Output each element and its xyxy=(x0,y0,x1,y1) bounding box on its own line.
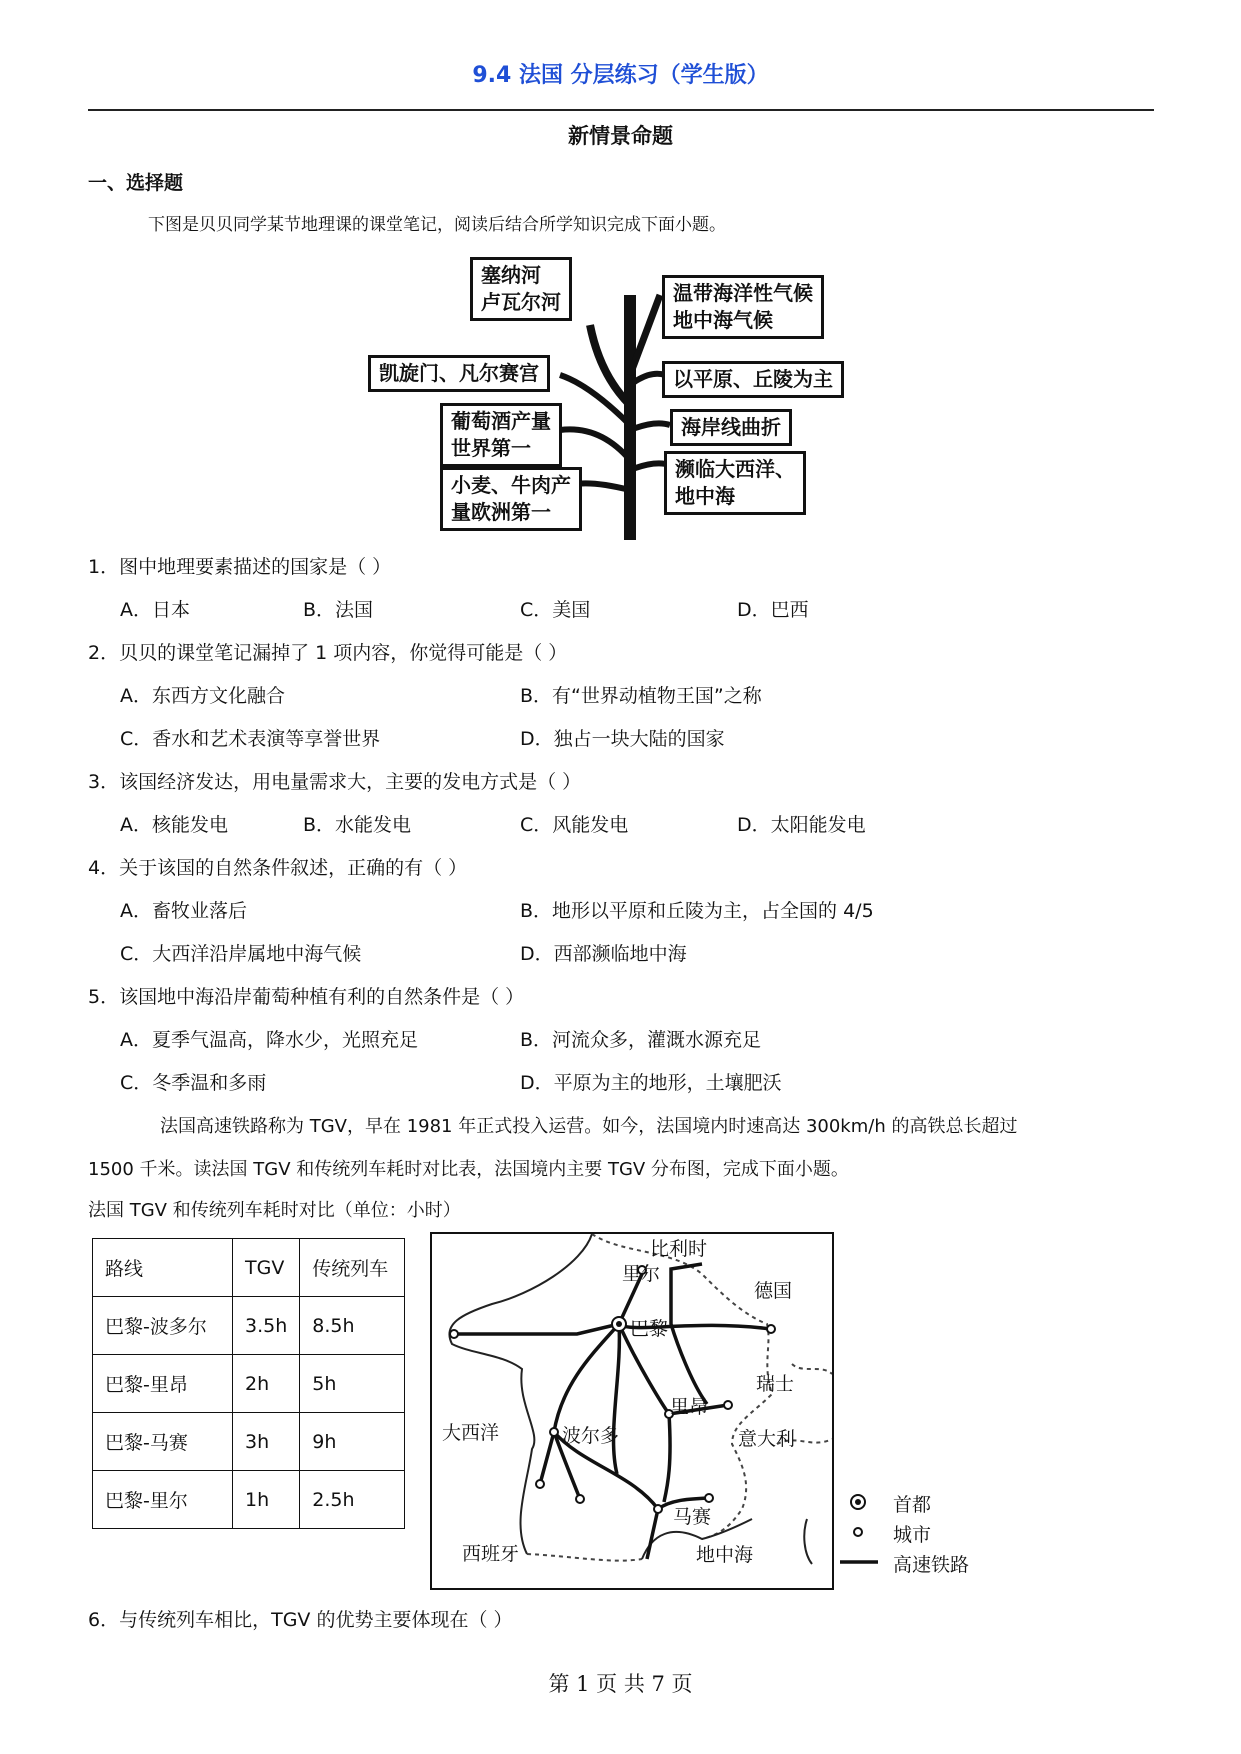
note-landmarks: 凯旋门、凡尔赛宫 xyxy=(368,355,550,392)
note-rivers: 塞纳河 卢瓦尔河 xyxy=(470,257,572,321)
map-label-lyon: 里昂 xyxy=(670,1396,709,1418)
tgv-map xyxy=(430,1232,834,1590)
title-divider xyxy=(88,109,1154,111)
q2-option-d[interactable]: D．独占一块大陆的国家 xyxy=(520,728,725,750)
table-header: 传统列车 xyxy=(300,1239,405,1297)
table-row xyxy=(93,1355,405,1413)
legend-symbols xyxy=(838,1488,878,1584)
table-cell: 3h xyxy=(233,1413,300,1471)
q4-option-d[interactable]: D．西部濒临地中海 xyxy=(520,943,687,965)
table-cell: 2.5h xyxy=(300,1471,405,1529)
map-label-atlantic: 大西洋 xyxy=(442,1422,500,1444)
q4-option-b[interactable]: B．地形以平原和丘陵为主，占全国的 4/5 xyxy=(520,900,874,922)
table-header: TGV xyxy=(233,1239,300,1297)
table-row xyxy=(93,1297,405,1355)
map-label-mediterranean: 地中海 xyxy=(696,1544,754,1566)
q3-option-d[interactable]: D．太阳能发电 xyxy=(737,814,866,836)
table-cell: 9h xyxy=(300,1413,405,1471)
table-header: 路线 xyxy=(93,1239,233,1297)
map-label-spain: 西班牙 xyxy=(462,1543,520,1565)
map-label-italy: 意大利 xyxy=(738,1428,796,1450)
subtitle: 新情景命题 xyxy=(568,124,673,148)
map-legend xyxy=(838,1488,978,1588)
q1-option-c[interactable]: C．美国 xyxy=(520,599,591,621)
tgv-time-table xyxy=(92,1238,405,1529)
map-label-switzerland: 瑞士 xyxy=(756,1373,795,1395)
map-label-marseille: 马赛 xyxy=(673,1506,712,1528)
table-cell: 巴黎-里昂 xyxy=(93,1355,233,1413)
note-tree xyxy=(360,255,890,540)
question-3-stem: 3．该国经济发达，用电量需求大，主要的发电方式是（ ） xyxy=(88,771,582,793)
table-cell: 巴黎-波多尔 xyxy=(93,1297,233,1355)
table-cell: 1h xyxy=(233,1471,300,1529)
q2-option-c[interactable]: C．香水和艺术表演等享誉世界 xyxy=(120,728,381,750)
table-cell: 3.5h xyxy=(233,1297,300,1355)
q1-option-b[interactable]: B．法国 xyxy=(303,599,374,621)
q3-option-a[interactable]: A．核能发电 xyxy=(120,814,228,836)
table-header-row xyxy=(93,1239,405,1297)
q1-option-d[interactable]: D．巴西 xyxy=(737,599,809,621)
q2-option-b[interactable]: B．有“世界动植物王国”之称 xyxy=(520,685,762,707)
note-wheat-beef: 小麦、牛肉产 量欧洲第一 xyxy=(440,467,582,531)
table-cell: 5h xyxy=(300,1355,405,1413)
table-cell: 巴黎-马赛 xyxy=(93,1413,233,1471)
q4-option-c[interactable]: C．大西洋沿岸属地中海气候 xyxy=(120,943,362,965)
q3-option-c[interactable]: C．风能发电 xyxy=(520,814,629,836)
note-coastline: 海岸线曲折 xyxy=(670,409,792,446)
table-cell: 8.5h xyxy=(300,1297,405,1355)
intro-text: 下图是贝贝同学某节地理课的课堂笔记，阅读后结合所学知识完成下面小题。 xyxy=(148,215,726,235)
q5-option-b[interactable]: B．河流众多，灌溉水源充足 xyxy=(520,1029,762,1051)
q5-option-a[interactable]: A．夏季气温高，降水少，光照充足 xyxy=(120,1029,418,1051)
q3-option-b[interactable]: B．水能发电 xyxy=(303,814,412,836)
question-6-stem: 6．与传统列车相比，TGV 的优势主要体现在（ ） xyxy=(88,1609,513,1631)
legend-railway: 高速铁路 xyxy=(893,1554,970,1576)
map-label-bordeaux: 波尔多 xyxy=(562,1425,620,1447)
table-caption: 法国 TGV 和传统列车耗时对比（单位：小时） xyxy=(88,1200,461,1221)
map-label-germany: 德国 xyxy=(754,1280,793,1302)
map-label-belgium: 比利时 xyxy=(650,1238,708,1260)
note-seas: 濒临大西洋、 地中海 xyxy=(664,451,806,515)
tgv-paragraph-line-1: 法国高速铁路称为 TGV，早在 1981 年正式投入运营。如今，法国境内时速高达 300km/h 的高铁总长超过 xyxy=(160,1116,1018,1137)
question-4-stem: 4．关于该国的自然条件叙述，正确的有（ ） xyxy=(88,857,468,879)
table-row xyxy=(93,1471,405,1529)
table-row xyxy=(93,1413,405,1471)
legend-city: 城市 xyxy=(893,1524,932,1546)
q4-option-a[interactable]: A．畜牧业落后 xyxy=(120,900,247,922)
page-footer: 第 1 页 共 7 页 xyxy=(548,1672,693,1696)
table-cell: 2h xyxy=(233,1355,300,1413)
tgv-paragraph-line-2: 1500 千米。读法国 TGV 和传统列车耗时对比表，法国境内主要 TGV 分布图，完成下面小题。 xyxy=(88,1159,849,1180)
note-wine: 葡萄酒产量 世界第一 xyxy=(440,403,562,467)
legend-capital: 首都 xyxy=(893,1494,932,1516)
q2-option-a[interactable]: A．东西方文化融合 xyxy=(120,685,285,707)
question-1-stem: 1．图中地理要素描述的国家是（ ） xyxy=(88,556,392,578)
q5-option-c[interactable]: C．冬季温和多雨 xyxy=(120,1072,267,1094)
question-5-stem: 5．该国地中海沿岸葡萄种植有利的自然条件是（ ） xyxy=(88,986,525,1008)
table-cell: 巴黎-里尔 xyxy=(93,1471,233,1529)
section-heading: 一、选择题 xyxy=(88,172,184,194)
question-2-stem: 2．贝贝的课堂笔记漏掉了 1 项内容，你觉得可能是（ ） xyxy=(88,642,568,664)
map-label-paris: 巴黎 xyxy=(630,1318,669,1340)
q1-option-a[interactable]: A．日本 xyxy=(120,599,190,621)
page-title: 9.4 法国 分层练习（学生版） xyxy=(472,63,769,88)
note-terrain: 以平原、丘陵为主 xyxy=(662,361,844,398)
map-label-lille: 里尔 xyxy=(622,1263,661,1285)
note-climate: 温带海洋性气候 地中海气候 xyxy=(662,275,824,339)
q5-option-d[interactable]: D．平原为主的地形，土壤肥沃 xyxy=(520,1072,782,1094)
